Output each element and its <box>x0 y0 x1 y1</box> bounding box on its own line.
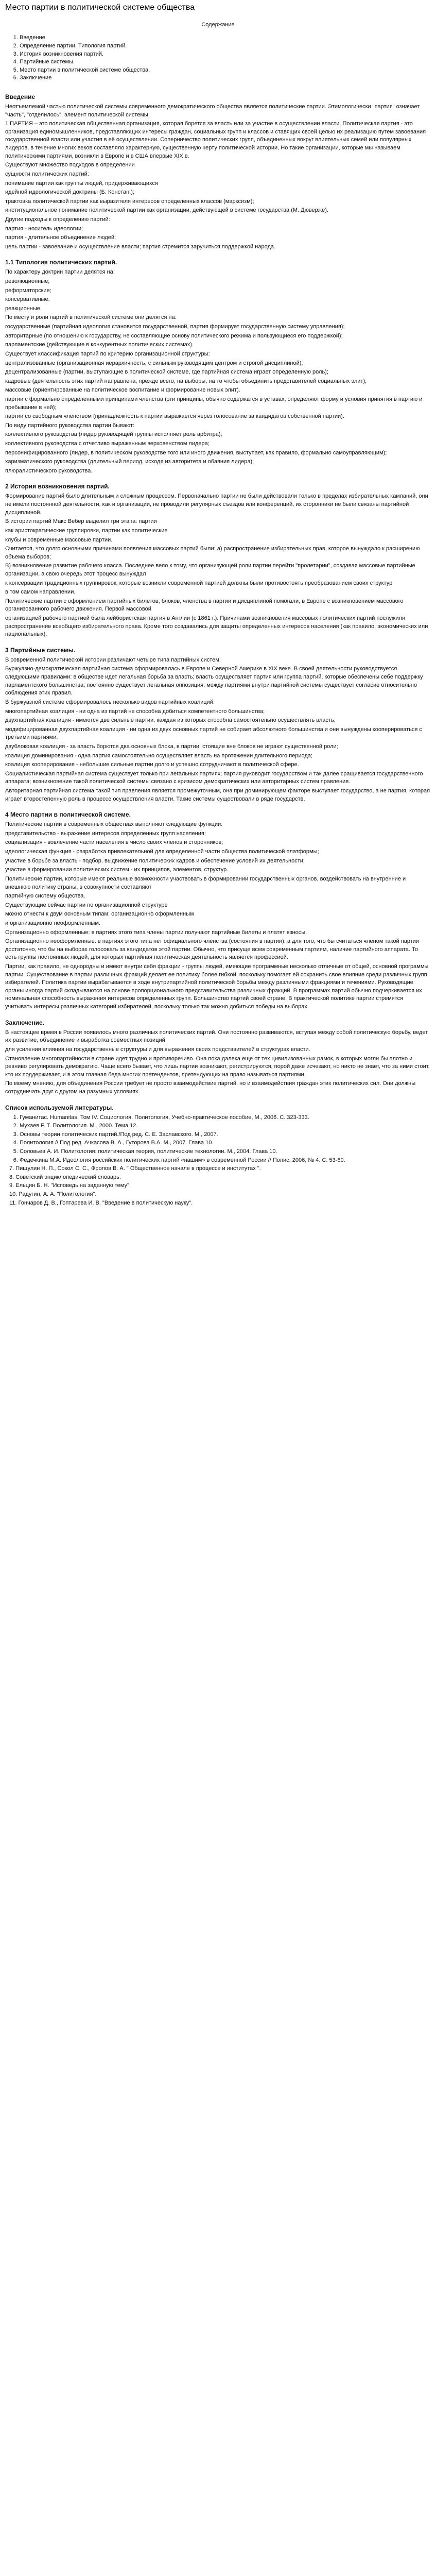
paragraph: Буржуазно-демократическая партийная система сформировалась в Европе и Северной Америке в XIX веке. В своей деятельности руководствуется следующими правилами: в обществе идет легальная борьба за власть; власть осуществляет партия или группа партий, которые обеспечены себе поддержку парламентского большинства; постоянно существует легальная оппозиция; между партиями внутри партийной системы существует согласие относительно соблюдения этих правил. <box>5 666 423 697</box>
paragraph: двублоковая коалиция - за власть борются два основных блока, в партии, стоящие вне блоков не играют существенной роли; <box>5 743 338 750</box>
bibliography-numbered-list <box>5 1114 431 1165</box>
bibliography-item: 11. Гончаров Д. В., Гоптарева И. В. "Введение в политическую науку". <box>9 1199 193 1206</box>
paragraph: В истории партий Макс Вебер выделил три этапа: партии <box>5 518 157 525</box>
paragraph: партийную систему общества. <box>5 893 85 900</box>
bibliography-item: 2. Мухаев Р. Т. Политология. М., 2000. Тема 12. <box>20 1122 431 1130</box>
bibliography-item: 5. Соловьев А. И. Политология: политическая теория, политические технологии. М., 2004. Глава 10. <box>20 1148 431 1156</box>
paragraph: институциональное понимание политической партии как организации, действующей в системе государства (М. Дюверже). <box>5 207 328 214</box>
paragraph: По виду партийного руководства партии бывают: <box>5 422 134 429</box>
toc-item: 6. Заключение <box>20 74 431 82</box>
paragraph: Политические партии с оформлением партийных билетов, блоков, членства в партии и дисциплиной помогали, в Европе с возникновением массового организованного рабочего движения. Первой массовой <box>5 598 404 613</box>
paragraph: коалиция кооперирования - небольшие сильные партии долго и успешно сотрудничают в политической сфере. <box>5 761 299 768</box>
paragraph: авторитарные (по отношению к государству, не составляющие основу политического режима и пользующиеся его поддержкой); <box>5 332 343 339</box>
paragraph: Организационно оформленные: в партиях этого типа члены партии получают партийные билеты и платят взносы. <box>5 929 307 936</box>
paragraph: реакционные. <box>5 305 42 312</box>
paragraph: Существуют множество подходов в определении <box>5 162 135 168</box>
paragraph: кадровые (деятельность этих партий направлена, прежде всего, на выборы, на то чтобы объединить представителей социальных элит); <box>5 378 367 384</box>
bibliography-item: 4. Политология // Под ред. Ачкасова В. А., Гуторова В.А. М., 2007. Глава 10. <box>20 1139 431 1147</box>
paragraph: как аристократические группировки, партии как политические <box>5 527 168 534</box>
paragraph: децентрализованные (партии, выступающие в политической системе, где партийная система играет определенную роль); <box>5 369 328 376</box>
paragraph: В буржуазной системе сформировалось несколько видов партийных коалиций: <box>5 699 215 705</box>
paragraph: В) возникновение развитие рабочего класса. Последнее вело к тому, что организующей роли партии перейти "пролетарии", создавая массовые партийные организации, а свою очередь этот процесс вынуждал <box>5 563 415 577</box>
paragraph: 1 ПАРТИЯ – это политическая общественная организация, которая борется за власть или за участие в осуществлении власти. Политическая партия - это организация единомышленников, представляющих интересы граждан, социальных групп и классов и ставящих своей целью их реализацию путем завоевания государственной власти или участия в её осуществлении. Соперничество политических групп, объединенных вокруг влиятельных семей или популярных лидеров, в течение многих веков составляло характерную, существенную черту политической истории, Но такие организации, которые мы называем политическими партиями, возникли в Европе и в США впервые XIX в. <box>5 121 426 159</box>
paragraph: партия - носитель идеологии; <box>5 225 83 232</box>
paragraph: многопартийная коалиция - ни одна из партий не способна добиться компетентного большинства; <box>5 708 265 715</box>
paragraph: модифицированная двухпартийная коалиция - ни одна из двух основных партий не собирает абсолютного большинства и они вынуждены кооперироваться с третьими партиями. <box>5 726 422 741</box>
paragraph: В современной политической истории различают четыре типа партийных систем. <box>5 656 221 663</box>
toc-item: 5. Место партии в политической системе общества. <box>20 66 431 75</box>
paragraph: Социалистическая партийная система существует только при легальных партиях; партия руководит государством и так далее сращивается государственного аппарата; возникновение такой политической системы связано с кризисом демократических или авторитарных систем правления. <box>5 770 423 785</box>
paragraph: участие в борьбе за власть - подбор, выдвижение политических кадров и обеспечение условий их деятельности; <box>5 857 305 864</box>
section <box>5 93 431 251</box>
bibliography-plain-list <box>5 1165 431 1207</box>
paragraph: Считается, что долго основными причинами появления массовых партий были: а) распространение избирательных прав, которое вынуждало к расширению объема выборов; <box>5 546 420 560</box>
paragraph: можно отнести к двум основным типам: организационно оформленным <box>5 911 194 918</box>
paragraph: государственные (партийная идеология становится государственной, партия формирует государственную систему управления); <box>5 324 345 330</box>
paragraph: сущности политических партий: <box>5 171 89 177</box>
paragraph: По моему мнению, для объединения России требует не просто взаимодействие партий, но и взаимодействия граждан этих политических сил. Они должны сотрудничать друг с другом на разумных условиях. <box>5 1080 416 1095</box>
section <box>5 258 431 475</box>
section <box>5 482 431 638</box>
paragraph: и организационно неоформленным. <box>5 920 100 926</box>
paragraph: реформаторские; <box>5 287 51 294</box>
paragraph: харизматического руководства (длительный период, исходя из авторитета и обаяния лидера); <box>5 459 254 465</box>
toc-list <box>5 34 431 82</box>
section-heading: Введение <box>5 93 36 100</box>
paragraph: По месту и роли партий в политической системе они делятся на: <box>5 314 177 321</box>
paragraph: Неотъемлемой частью политической системы современного демократического общества является политические партии. Этимологически "партия" означает "часть", "отделилось", элемент политической системы. <box>5 104 420 118</box>
bibliography-item: 8. Советский энциклопедический словарь. <box>9 1174 121 1180</box>
paragraph: представительство - выражение интересов определенных групп населения; <box>5 830 206 837</box>
paragraph: партии с формально определенными принципами членства (эти принципы, обычно содержатся в уставах, определяют форму и условия принятия в партию и пребывание в ней); <box>5 396 423 411</box>
section-heading: 4 Место партии в политической системе. <box>5 811 131 819</box>
document-title: Место партии в политической системе общества <box>5 3 195 12</box>
toc-item: 3. История возникновения партий. <box>20 50 431 59</box>
paragraph: коллективного руководства с отчетливо выраженным верховенством лидера; <box>5 440 210 447</box>
paragraph: партия - длительное объединение людей; <box>5 234 116 241</box>
paragraph: коллективного руководства (лидер руководящей группы исполняет роль арбитра); <box>5 431 222 438</box>
paragraph: В настоящее время в России появилось много различных политических партий. Они постоянно развиваются, вступая между собой политическую борьбу, ведет их развитие, объединение и выработка совместных позиций <box>5 1029 428 1044</box>
document-page <box>0 0 436 1213</box>
paragraph: Существующие сейчас партии по организационной структуре <box>5 902 168 908</box>
paragraph: Формирование партий было длительным и сложным процессом. Первоначально партии не были действовали только в пределах избирательных кампаний, они не имели постоянной деятельности, как и организации, не проводили регулярных съездов или конференций, их сторонники не были связаны партийной дисциплиной. <box>5 493 428 516</box>
paragraph: Организационно неоформленные: в партиях этого типа нет официального членства (состояния в партии), а для того, что бы считаться членом такой партии достаточно, что бы на выборах голосовать за кандидатов этой партии. Обычно, что присуще всем современным партиям, наличие партийного аппарата. То есть группы постоянных людей, для которых партийная политическая деятельность является профессией. <box>5 938 420 961</box>
paragraph: трактовка политической партии как выразителя интересов определенных классов (марксизм); <box>5 198 254 205</box>
bibliography-item: 1. Гуманитас. Humanitas. Том IV. Социология. Политология, Учебно-практическое пособие, М., 2006. С. 323-333. <box>20 1114 431 1122</box>
paragraph: участие в формировании политических систем - их принципов, элементов, структур. <box>5 867 229 873</box>
paragraph: организацией рабочего партией была лейбористская партия в Англии (с 1861 г.). Причинами возникновения массовых политических партий послужили распространение всеобщего избирательного права. Кроме того создавались для защиты определенных интересов населения (как правило, экономических или национальных). <box>5 615 428 638</box>
paragraph: революционные; <box>5 278 50 285</box>
document-body <box>5 93 431 1096</box>
bibliography-item: 10. Радугин, А. А. "Политология". <box>9 1191 97 1198</box>
toc-item: 4. Партийные системы. <box>20 58 431 66</box>
paragraph: Существует классификация партий по критерию организационной структуры: <box>5 350 210 357</box>
paragraph: понимание партии как группы людей, придерживающихся <box>5 180 158 187</box>
section-heading: 3 Партийные системы. <box>5 646 76 654</box>
paragraph: двухпартийная коалиция - имеются две сильные партии, каждая из которых способна самостоятельно осуществлять власть; <box>5 717 336 724</box>
paragraph: парламентские (действующие в конкурентных политических системах). <box>5 342 194 348</box>
paragraph: централизованные (организационная иерархичность, с сильным руководящим центром и строгой дисциплиной); <box>5 360 303 366</box>
paragraph: идейной идеологической доктрины (Б. Констан.); <box>5 189 134 196</box>
toc-heading: Содержание <box>201 21 235 28</box>
section <box>5 1019 431 1096</box>
bibliography-heading: Список используемой литературы. <box>5 1104 114 1111</box>
table-of-contents <box>5 21 431 82</box>
paragraph: По характеру доктрин партии делятся на: <box>5 269 115 276</box>
paragraph: Политические партии, которые имеют реальные возможности участвовать в формировании государственных органов, воздействовать на внутренние и внешнюю политику страны, в совокупности составляют <box>5 875 406 890</box>
paragraph: консервативные; <box>5 296 50 303</box>
paragraph: Партии, как правило, не однородны и имеют внутри себя фракции - группы людей, имеющие программные несколько отличные от общей, основной программы партии. Существование в партии различных фракций делает ее политику более гибкой, поскольку помогает ей сохранить свое влияние среди различных групп избирателей. Политика партии вырабатывается в ходе внутрипартийной политической борьбы между различными фракциями и течениями. Руководящие органы иногда партий складываются на основе пропорционального представительства различных фракций. В программах партий обычно подчеркивается их номинальная способность выражения интересов определенных групп. Большинство партий своей стране. В практической политике партии стремятся учитывать интересы различных категорий избирателей, поскольку только так можно добиться победы на выборах. <box>5 963 429 1010</box>
paragraph: партии со свободным членством (принадлежность к партии выражается через голосование за кандидатов собственной партии). <box>5 413 344 420</box>
paragraph: в том самом направлении. <box>5 589 76 596</box>
toc-item: 2. Определение партии. Типология партий. <box>20 42 431 50</box>
section-heading: 1.1 Типология политических партий. <box>5 259 117 266</box>
paragraph: к консервации традиционных группировок, которые возникли современной партией должны были противостоять преобразованием своих структур <box>5 580 393 586</box>
section <box>5 646 431 803</box>
paragraph: Другие подходы к определению партий: <box>5 216 110 223</box>
paragraph: цель партии - завоевание и осуществление власти; партия стремится заручиться поддержкой народа. <box>5 243 276 250</box>
bibliography <box>5 1104 431 1208</box>
section-heading: Заключение. <box>5 1019 45 1026</box>
paragraph: для усиления влияния на государственные структуры и для выражения своих представителей в структурах власти. <box>5 1046 310 1053</box>
paragraph: социализация - вовлечение части населения в число своих членов и сторонников; <box>5 839 223 846</box>
paragraph: Политические партии в современных обществах выполняют следующие функции: <box>5 821 223 828</box>
section <box>5 810 431 1011</box>
paragraph: клубы и современные массовые партии. <box>5 536 113 543</box>
paragraph: массовые (ориентированные на политическое воспитание и формирование новых элит). <box>5 387 240 394</box>
paragraph: плюралистического руководства. <box>5 467 93 474</box>
section-heading: 2 История возникновения партий. <box>5 483 110 490</box>
bibliography-item: 7. Пищулин Н. П., Сокол С. С., Фролов В. А. " Общественное начале в процессе и институтах ". <box>9 1165 261 1172</box>
paragraph: персонифицированного (лидер, в политическом руководстве того или иного движения, выступает, как правило, формально самоуправляющим); <box>5 449 387 456</box>
bibliography-item: 3. Основы теории политических партий./Под ред. С. Е. Заславского. М., 2007. <box>20 1131 431 1139</box>
paragraph: Авторитарная партийная система такой тип правления является промежуточным, она при доминирующем факторе выступает государство, а не партия, которая играет второстепенную роль в процессе осуществления власти. Такие системы существовали в ряде государств. <box>5 787 430 802</box>
paragraph: коалиция доминирования - одна партия самостоятельно осуществляет власть на протяжении длительного периода; <box>5 752 313 759</box>
bibliography-item: 6. Федечкина М.А. Идеология российских политических партий «нашим» в современной России // Полис. 2006, № 4. С. 53-60. <box>20 1157 431 1165</box>
paragraph: идеологическая функция - разработка привлекательной для определенной части общества политической платформы; <box>5 849 319 855</box>
toc-item: 1. Введение <box>20 34 431 42</box>
paragraph: Становление многопартийности в стране идет трудно и противоречиво. Она пока далека еще от тех цивилизованных рамок, в которых могли бы плотно и ревниво регулировать демократию. Чаще всего бывает, что лишь партии возникают, регистрируются, порой даже исчезают, но никто не знает, что за ними стоит, кто их поддерживает, и в этом главная беда многих претендентов, претендующих на право называться партиями. <box>5 1055 430 1078</box>
bibliography-item: 9. Ельцин Б. Н. "Исповедь на заданную тему". <box>9 1182 131 1189</box>
